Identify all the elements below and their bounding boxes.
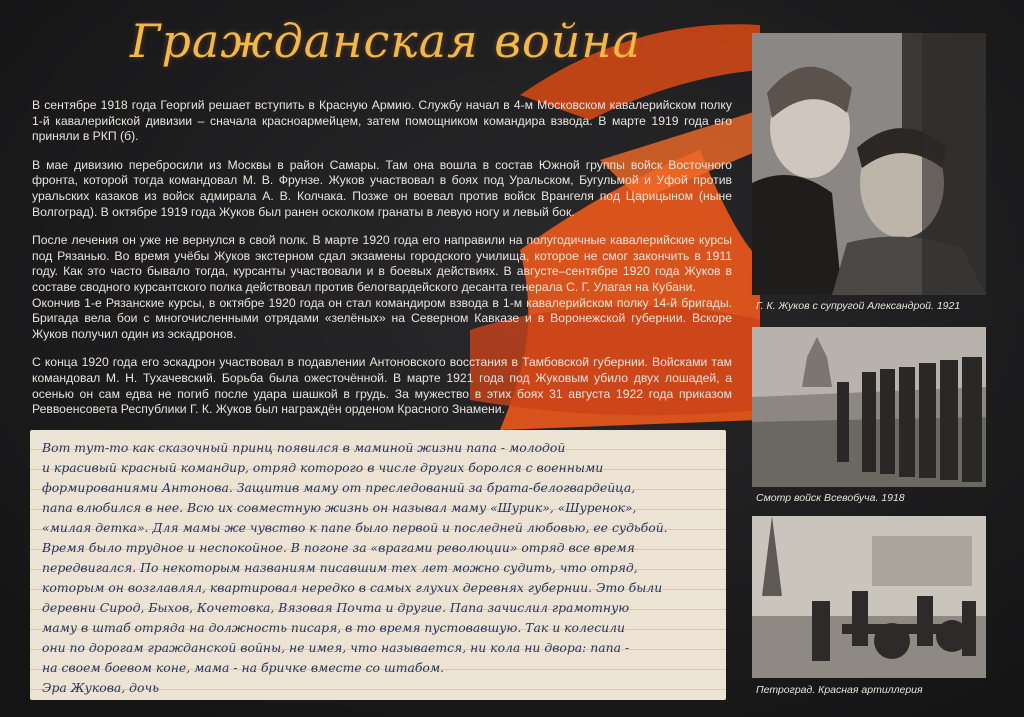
photo-caption: Смотр войск Всевобуча. 1918 — [756, 492, 905, 504]
photo-red-artillery — [752, 516, 986, 678]
paragraph: В сентябре 1918 года Георгий решает вступить в Красную Армию. Службу начал в 4-м Московском кавалерийском полку 1-й кавалерийской дивизии – сначала красноармейцем, затем помощником командира взвода. В марте 1919 года его приняли в РКП (б). — [32, 98, 732, 144]
handwritten-letter — [30, 430, 726, 700]
letter-line: «милая детка». Для мамы же чувство к папе было первой и последней любовью, ее судьбой. — [42, 520, 668, 535]
letter-signature: Эра Жукова, дочь — [42, 680, 159, 695]
paragraph: В мае дивизию перебросили из Москвы в район Самары. Там она вошла в состав Южной группы войск Восточного фронта, которой тогда командовал М. В. Фрунзе. Жуков участвовал в боях под Уральском, Бугульмой и Уфой против уральских казаков из войск адмирала А. В. Колчака. Позже он воевал против войск Врангеля под Царицыном (ныне Волгоград). В октябре 1919 года Жуков был ранен осколком гранаты в левую ногу и левый бок. — [32, 157, 732, 219]
letter-line: они по дорогам гражданской войны, не имея, что называется, ни кола ни двора: папа - — [42, 640, 630, 655]
letter-line: папа влюбился в нее. Всю их совместную жизнь он называл маму «Шурик», «Шуренок», — [42, 500, 637, 515]
photo-caption: Петроград. Красная артиллерия — [756, 684, 923, 696]
paragraph: С конца 1920 года его эскадрон участвовал в подавлении Антоновского восстания в Тамбовской губернии. Войсками там командовал М. Н. Тухачевский. Борьба была ожесточённой. В марте 1921 года под Жуковым убило двух лошадей, а осенью он сам едва не погиб после удара шашкой в грудь. За мужество в этих боях 31 августа 1922 года приказом Реввоенсовета Республики Г. К. Жуков был награждён орденом Красного Знамени. — [32, 355, 732, 417]
paragraph: Окончив 1-е Рязанские курсы, в октябре 1920 года он стал командиром взвода в 1-м кавалерийском полку 14-й бригады. Бригада вела бои с многочисленными отрядами «зелёных» на Северном Кавказе и в Воронежской губернии. Вскоре Жуков получил один из эскадронов. — [32, 295, 732, 341]
letter-line: передвигался. По некоторым названиям писавшим тех лет можно судить, что отряд, — [42, 560, 638, 575]
letter-line: на своем боевом коне, мама - на бричке вместе со штабом. — [42, 660, 445, 675]
letter-line: Время было трудное и неспокойное. В погоне за «врагами революции» отряд все время — [42, 540, 635, 555]
paragraph: После лечения он уже не вернулся в свой полк. В марте 1920 года его направили на полугодичные кавалерийские курсы под Рязанью. Во время учёбы Жуков экстерном сдал экзамены городского училища, которое не смог закончить в 1911 году. Как это часто бывало тогда, курсанты участвовали и в боевых действиях. В августе–сентябре 1920 года Жуков в составе сводного курсантского полка действовал против белогвардейского десанта генерала С. Г. Улагая на Кубани. — [32, 233, 732, 294]
letter-text — [42, 438, 714, 698]
page-title: Гражданская война — [130, 14, 642, 68]
letter-line: деревни Сирод, Быхов, Кочетовка, Вязовая Почта и другие. Папа зачислил грамотную — [42, 600, 630, 615]
letter-line: которым он возглавлял, квартировал нередко в самых глухих деревнях губернии. Это были — [42, 580, 663, 595]
letter-line: формированиями Антонова. Защитив маму от преследований за брата-белогвардейца, — [42, 480, 636, 495]
letter-line: маму в штаб отряда на должность писаря, в то время пустовавшую. Так и колесили — [42, 620, 625, 635]
photo-zhukov-with-wife — [752, 33, 986, 295]
letter-line: и красивый красный командир, отряд которого в числе других боролся с военными — [42, 460, 604, 475]
letter-line: Вот тут-то как сказочный принц появился в маминой жизни папа - молодой — [42, 440, 566, 455]
photo-caption: Г. К. Жуков с супругой Александрой. 1921 — [756, 300, 961, 312]
main-text — [32, 98, 732, 431]
photo-vsevobuch-review — [752, 327, 986, 487]
